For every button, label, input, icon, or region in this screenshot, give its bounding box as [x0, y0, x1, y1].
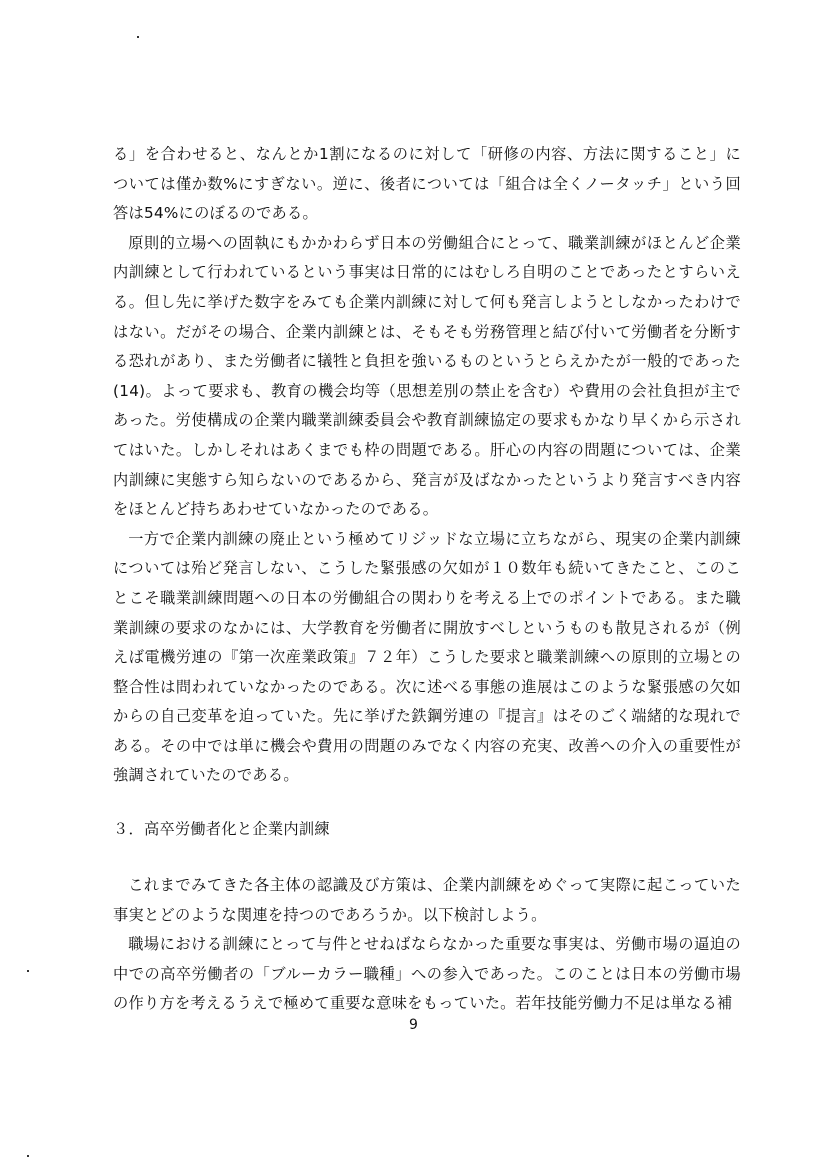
page-number: 9: [409, 1017, 418, 1033]
paragraph: る」を合わせると、なんとか1割になるのに対して「研修の内容、方法に関すること」については僅か数%にすぎない。逆に、後者については「組合は全くノータッチ」という回答は54%にのぼるのである。: [113, 145, 741, 223]
paragraph: これまでみてきた各主体の認識及び方策は、企業内訓練をめぐって実際に起こっていた事実とどのような関連を持つのであろうか。以下検討しよう。: [113, 876, 741, 924]
scan-speck: [27, 1155, 29, 1157]
paragraph: 職場における訓練にとって与件とせねばならなかった重要な事実は、労働市場の逼迫の中での高卒労働者の「ブルーカラー職種」への参入であった。このことは日本の労働市場の作り方を考えるうえで極めて重要な意味をもっていた。若年技能労働力不足は単なる補: [113, 935, 741, 1013]
paragraph: 一方で企業内訓練の廃止という極めてリジッドな立場に立ちながら、現実の企業内訓練については殆ど発言しない、こうした緊張感の欠如が１０数年も続いてきたこと、このことこそ職業訓練問題への日本の労働組合の関わりを考える上でのポイントである。また職業訓練の要求のなかには、大学教育を労働者に開放すべしというものも散見されるが（例えば電機労連の『第一次産業政策』７２年）こうした要求と職業訓練への原則的立場との整合性は問われていなかったのである。次に述べる事態の進展はこのような緊張感の欠如からの自己変革を迫っていた。先に挙げた鉄鋼労連の『提言』はそのごく端緒的な現れである。その中では単に機会や費用の問題のみでなく内容の充実、改善への介入の重要性が強調されていたのである。: [113, 529, 741, 785]
body-text-before-heading: [113, 140, 741, 791]
paragraph: 原則的立場への固執にもかかわらず日本の労働組合にとって、職業訓練がほとんど企業内訓練として行われているという事実は日常的にはむしろ自明のことであったとすらいえる。但し先に挙げた数字をみても企業内訓練に対して何も発言しようとしなかったわけではない。だがその場合、企業内訓練とは、そもそも労務管理と結び付いて労働者を分断する恐れがあり、また労働者に犠牲と負担を強いるものというとらえかたが一般的であった(14)。よって要求も、教育の機会均等（思想差別の禁止を含む）や費用の会社負担が主であった。労使構成の企業内職業訓練委員会や教育訓練協定の要求もかなり早くから示されてはいた。しかしそれはあくまでも枠の問題である。肝心の内容の問題については、企業内訓練に実態すら知らないのであるから、発言が及ばなかったというより発言すべき内容をほとんど持ちあわせていなかったのである。: [113, 233, 741, 519]
scan-speck: [27, 970, 29, 972]
section-heading: ３．高卒労働者化と企業内訓練: [113, 820, 330, 838]
scan-speck: [137, 36, 139, 38]
body-text-after-heading: [113, 871, 741, 1019]
